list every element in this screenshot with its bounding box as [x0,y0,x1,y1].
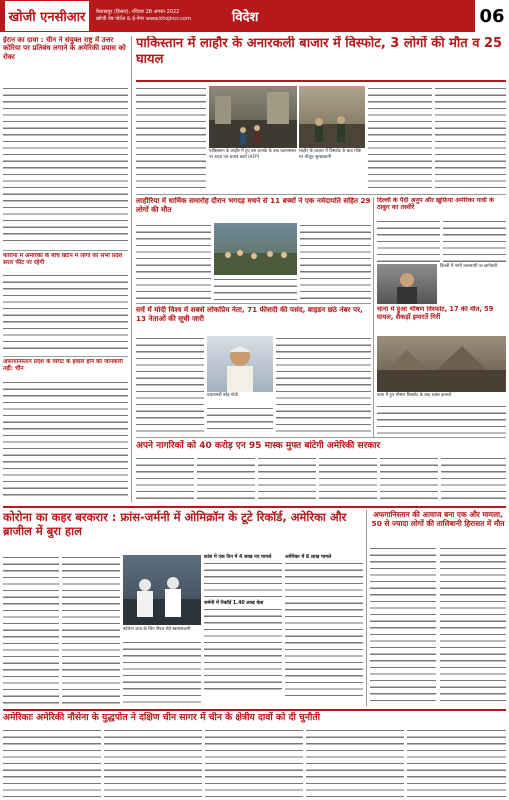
pakistan-headline-block [136,36,506,82]
delhi-headline: दिल्ली के पैदी अनुप और ख़ुफ़िया अमेरिका यात्री के ठाकुर का तस्वीरें [377,197,494,212]
delhi-illustration [377,264,437,304]
corona-sub-2-body [204,607,282,691]
security-scene-illustration [299,86,365,148]
blast-headline: चाना में हुआ भीषण विस्फोट, 17 की मौत, 59 घायल, सैकड़ों इमारतें गिरीं [377,306,494,321]
date-line [96,9,206,23]
pakistan-photo-1-caption: पाकिस्तान के लाहौर में हुए बम धमाके के बाद घटनास्थल पर राहत एवं बचाव कार्य (AFP) [209,149,296,160]
delhi-photo [377,264,437,304]
masks-body-1 [136,456,194,502]
afghan-right-body-2 [440,546,506,706]
left-headline-block [3,36,128,88]
corona-body-1 [3,555,59,705]
bottom-body-2 [104,728,202,798]
iran-article-body [3,86,128,246]
afghan-right-headline-block [370,510,506,544]
pakistan-article-col1 [136,86,206,191]
bottom-body-1 [3,728,101,798]
section-title: विदेश [232,10,259,25]
pakistan-headline: पाकिस्तान में लाहौर के अनारकली बाजार में विस्फोट, 3 लोगों की मौत व 25 घायल [136,36,503,67]
crowd-scene-illustration [214,223,297,275]
lahore-religious-headline: लाहौरिया में धार्मिक समारोह दौरान भगदड़ मचने से 11 बच्चों ने एक नर्मदापति सहित 29 लोगों की मौत [136,197,371,214]
korea-headline: कोरोना में अमेरिकी के बीच ब्रिटेन में लोगों को सभी प्रदेश सत्तर फीट पर रहेगी [3,253,123,266]
delhi-body-1 [377,219,440,263]
pakistan-article-col3 [368,86,432,191]
pakistan-photo-1 [209,86,297,148]
pakistan-photo-2 [299,86,365,148]
delhi-photo-caption: दिल्ली में नामी व्यवसायी पर छापेमारी [440,264,498,269]
lahore-religious-photo [214,223,297,275]
korea-headline-block [3,253,128,271]
corona-headline-block [3,510,363,552]
blast-scene-illustration [209,86,297,148]
date-text: वैशाखपुर (हिसार), रविवार 28 अगस्त 2022 [96,9,180,15]
blast-body [377,404,506,434]
lahore-religious-body-1 [136,223,211,300]
modi-headline-block [136,306,371,334]
modi-headline: सर्वे में मोदी विश्व में सबसे लोकप्रिय नेता, 71 फीसदी की पसंद, बाइडन छठे नंबर पर, 13 नेताओं की सूची जारी [136,306,363,323]
bottom-headline-block [3,712,506,726]
corona-headline: कोरोना का कहर बरकरार : फ्रांस-जर्मनी में ओमिक्रॉन के टूटे रिकॉर्ड, अमेरिका और ब्राजील में बुरा हाल [3,510,347,538]
lahore-religious-headline-block [136,197,371,221]
afghan-left-body [3,380,128,498]
modi-photo-caption: प्रधानमंत्री नरेंद्र मोदी [207,393,238,398]
corona-body-3 [123,640,201,705]
corona-sub-3-body [285,561,363,697]
masks-headline-block [136,440,506,454]
iran-headline: ईरान का दावा : चीन ने संयुक्त राष्ट्र में उत्तर कोरिया पर प्रतिबंध लगाने के अमेरिकी प्रयास को रोका [3,36,126,61]
corona-photo [123,555,201,625]
blast-headline-block [377,306,506,334]
bottom-body-3 [205,728,303,798]
corona-sub-2: जर्मनी में रिकॉर्ड 1.40 लाख केस [204,601,264,606]
masks-body-4 [319,456,377,502]
modi-photo [207,336,273,392]
blast-photo [377,336,506,392]
afghan-right-headline: अफगानिस्तान की आवाज बना एक और मामला, 50 से ज्यादा लोगों की तालिबानी हिरासत में मौत [371,510,505,528]
afghan-left-headline: अफगानिस्तान प्रदेश के विराट के हवाले होने की जानकारी नहीं: चीन [3,359,123,372]
blast-debris-illustration [377,336,506,392]
lahore-religious-body-3 [300,223,371,300]
delhi-body-2 [443,219,506,263]
masks-body-2 [197,456,255,502]
bottom-body-4 [306,728,404,798]
blast-photo-caption: घाना में हुए भीषण विस्फोट के बाद ध्वस्त इमारतें [377,393,452,398]
masks-headline: अपने नागरिकों को 40 करोड़ एन 95 मास्क मुफ्त बांटेगी अमेरिकी सरकार [136,441,381,451]
corona-col4 [204,555,282,705]
corona-photo-caption: कोरोना जांच के लिए सैंपल लेते स्वास्थ्यकर्मी [123,627,191,632]
newspaper-logo: खोजी एनसीआर [4,0,90,32]
modi-body-3 [276,336,371,434]
health-workers-illustration [123,555,201,625]
corona-sub-3: अमेरिका में 8 लाख मामले [285,555,332,560]
pakistan-article-col4 [435,86,506,191]
pakistan-photo-2-caption: लाहौर के बाज़ार में विस्फोट के बाद मौके पर मौजूद सुरक्षाकर्मी [299,149,362,160]
corona-sub-1: फ्रांस में एक दिन में 4 लाख नए मामले [204,555,272,560]
web-text: ख़ोजी वेब पोर्टल & ई-पेपर www.khojincr.com [96,16,191,22]
afghan-right-body-1 [370,546,436,706]
modi-body-1 [136,336,204,434]
lahore-religious-body-2 [214,277,297,300]
corona-sub-1-body [204,561,282,601]
corona-body-2 [62,555,120,705]
korea-article-body [3,273,128,353]
bottom-headline: अमेरिकाः अमेरिकी नौसेना के युद्धपोत ने दक्षिण चीन सागर में चीन के क्षेत्रीय दावों को दी चुनौती [3,712,320,723]
modi-body-2 [207,406,273,434]
bottom-body-5 [407,728,506,798]
masks-body-3 [258,456,316,502]
masks-body-6 [441,456,506,502]
modi-illustration [207,336,273,392]
masthead [0,0,509,32]
delhi-headline-block [377,197,506,217]
afghan-left-headline-block [3,359,128,379]
masks-body-5 [380,456,438,502]
corona-col5 [285,555,363,705]
page-number: 06 [475,0,509,32]
